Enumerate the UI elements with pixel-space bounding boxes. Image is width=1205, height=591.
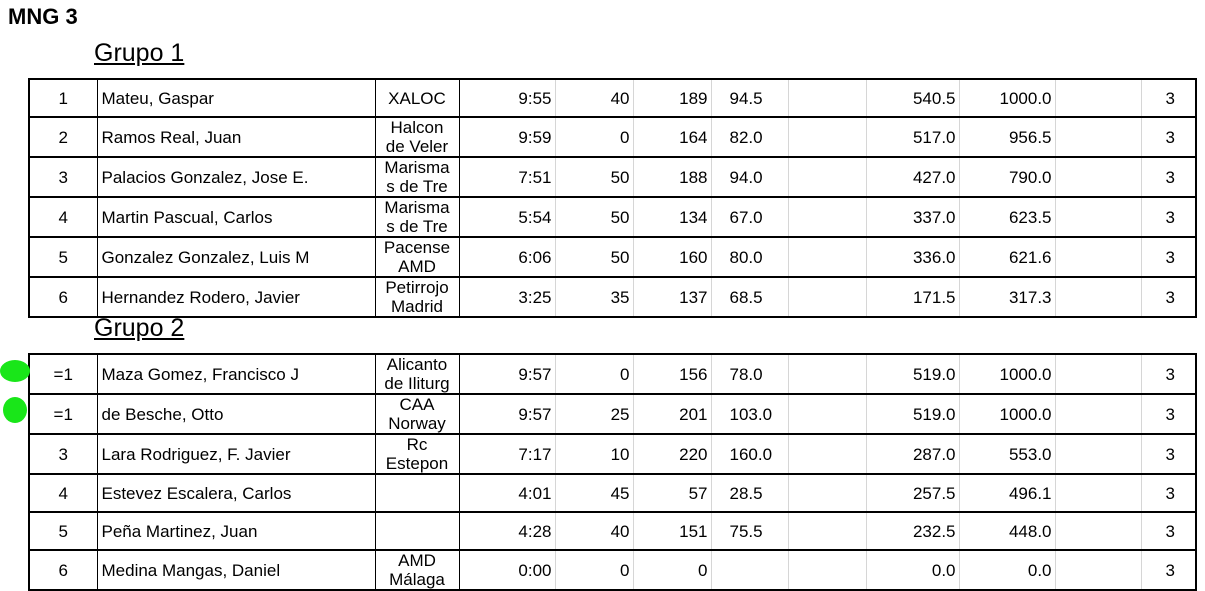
club-cell (375, 394, 459, 434)
empty-cell (788, 237, 866, 277)
total-cell: 336.0 (866, 237, 959, 277)
empty-cell (788, 354, 866, 394)
competitor-name-cell: Maza Gomez, Francisco J (97, 354, 375, 394)
time-cell: 4:28 (459, 512, 555, 550)
score-cell: 67.0 (711, 197, 788, 237)
normalized-score-cell: 0.0 (959, 550, 1055, 590)
normalized-score-cell: 553.0 (959, 434, 1055, 474)
position-cell: 1 (29, 79, 97, 117)
time-cell: 9:57 (459, 394, 555, 434)
rounds-cell: 3 (1165, 207, 1175, 227)
score-cell: 50 (555, 237, 633, 277)
normalized-score-cell: 623.5 (959, 197, 1055, 237)
empty-cell (788, 512, 866, 550)
group-1-title: Grupo 1 (94, 39, 185, 67)
time-cell: 6:06 (459, 237, 555, 277)
club-cell (375, 550, 459, 590)
score-cell: 134 (633, 197, 711, 237)
normalized-score-cell: 1000.0 (959, 79, 1055, 117)
empty-cell (788, 434, 866, 474)
total-cell: 519.0 (866, 394, 959, 434)
club-name-line: Norway (388, 414, 446, 433)
table-row (29, 79, 1196, 117)
club-name-line: Pacense (383, 238, 451, 257)
score-cell: 156 (633, 354, 711, 394)
time-cell: 0:00 (459, 550, 555, 590)
table-row (29, 237, 1196, 277)
score-cell: 57 (633, 474, 711, 512)
empty-cell (788, 117, 866, 157)
club-cell (375, 117, 459, 157)
normalized-score-cell: 317.3 (959, 277, 1055, 317)
normalized-score-cell: 956.5 (959, 117, 1055, 157)
club-name-line: de Iliturg (384, 374, 450, 393)
club-cell (375, 197, 459, 237)
total-cell: 519.0 (866, 354, 959, 394)
empty-cell (1055, 79, 1141, 117)
competitor-name-cell: Peña Martinez, Juan (97, 512, 375, 550)
club-cell (375, 79, 459, 117)
position-cell: =1 (29, 394, 97, 434)
position-cell: 3 (29, 434, 97, 474)
score-cell: 25 (555, 394, 633, 434)
rounds-cell: 3 (1165, 287, 1175, 307)
club-cell (375, 354, 459, 394)
normalized-score-cell: 1000.0 (959, 354, 1055, 394)
club-name-line: AMD (398, 551, 436, 570)
competitor-name-cell: Medina Mangas, Daniel (97, 550, 375, 590)
score-cell: 45 (555, 474, 633, 512)
green-highlight-marker (3, 397, 27, 423)
total-cell: 540.5 (866, 79, 959, 117)
time-cell: 7:51 (459, 157, 555, 197)
normalized-score-cell: 1000.0 (959, 394, 1055, 434)
score-cell: 201 (633, 394, 711, 434)
empty-cell (1055, 394, 1141, 434)
time-cell: 9:55 (459, 79, 555, 117)
total-cell: 287.0 (866, 434, 959, 474)
club-cell (375, 237, 459, 277)
club-name-line: Petirrojo (385, 278, 449, 297)
score-cell: 160.0 (711, 434, 788, 474)
club-cell (375, 474, 459, 512)
empty-cell (1055, 474, 1141, 512)
group-2-results-table (28, 353, 1197, 591)
green-highlight-marker (0, 360, 30, 382)
club-cell (375, 434, 459, 474)
table-row (29, 157, 1196, 197)
total-cell: 171.5 (866, 277, 959, 317)
club-name-line: de Veler (385, 137, 449, 156)
empty-cell (1055, 354, 1141, 394)
competitor-name-cell: Ramos Real, Juan (97, 117, 375, 157)
table-row (29, 354, 1196, 394)
normalized-score-cell: 448.0 (959, 512, 1055, 550)
position-cell: 2 (29, 117, 97, 157)
competitor-name-cell: Martin Pascual, Carlos (97, 197, 375, 237)
score-cell: 103.0 (711, 394, 788, 434)
rounds-cell: 3 (1165, 560, 1175, 580)
total-cell: 232.5 (866, 512, 959, 550)
position-cell: 3 (29, 157, 97, 197)
normalized-score-cell: 621.6 (959, 237, 1055, 277)
empty-cell (788, 157, 866, 197)
empty-cell (1055, 434, 1141, 474)
rounds-cell: 3 (1165, 364, 1175, 384)
score-cell: 0 (555, 354, 633, 394)
score-cell: 35 (555, 277, 633, 317)
empty-cell (1055, 512, 1141, 550)
empty-cell (1055, 237, 1141, 277)
time-cell: 3:25 (459, 277, 555, 317)
club-cell (375, 157, 459, 197)
competitor-name-cell: Lara Rodriguez, F. Javier (97, 434, 375, 474)
rounds-cell: 3 (1165, 444, 1175, 464)
club-name-line: Alicanto (386, 355, 448, 374)
total-cell: 257.5 (866, 474, 959, 512)
table-row (29, 197, 1196, 237)
empty-cell (788, 550, 866, 590)
competitor-name-cell: Palacios Gonzalez, Jose E. (97, 157, 375, 197)
score-cell: 75.5 (711, 512, 788, 550)
rounds-cell: 3 (1165, 167, 1175, 187)
score-cell: 151 (633, 512, 711, 550)
total-cell: 0.0 (866, 550, 959, 590)
total-cell: 427.0 (866, 157, 959, 197)
club-name-line: s de Tre (386, 217, 448, 236)
total-cell: 337.0 (866, 197, 959, 237)
normalized-score-cell: 790.0 (959, 157, 1055, 197)
empty-cell (788, 394, 866, 434)
table-row (29, 550, 1196, 590)
score-cell: 137 (633, 277, 711, 317)
position-cell: 6 (29, 277, 97, 317)
position-cell: 6 (29, 550, 97, 590)
club-name-line: CAA (399, 395, 435, 414)
time-cell: 5:54 (459, 197, 555, 237)
total-cell: 517.0 (866, 117, 959, 157)
time-cell: 9:59 (459, 117, 555, 157)
empty-cell (1055, 550, 1141, 590)
position-cell: 4 (29, 197, 97, 237)
score-cell: 28.5 (711, 474, 788, 512)
rounds-cell: 3 (1165, 127, 1175, 147)
position-cell: 5 (29, 512, 97, 550)
rounds-cell: 3 (1165, 88, 1175, 108)
score-cell: 94.5 (711, 79, 788, 117)
competitor-name-cell: de Besche, Otto (97, 394, 375, 434)
group-1-results-table (28, 78, 1197, 318)
club-name-line: Málaga (389, 570, 445, 589)
competitor-name-cell: Mateu, Gaspar (97, 79, 375, 117)
position-cell: =1 (29, 354, 97, 394)
table-row (29, 277, 1196, 317)
club-name-line: Halcon (390, 118, 444, 137)
position-cell: 5 (29, 237, 97, 277)
score-cell (711, 550, 788, 590)
competitor-name-cell: Hernandez Rodero, Javier (97, 277, 375, 317)
empty-cell (1055, 277, 1141, 317)
score-cell: 80.0 (711, 237, 788, 277)
rounds-cell: 3 (1165, 404, 1175, 424)
score-cell: 50 (555, 157, 633, 197)
club-name-line: Madrid (391, 297, 443, 316)
club-name-line: XALOC (388, 88, 446, 108)
empty-cell (1055, 157, 1141, 197)
empty-cell (1055, 197, 1141, 237)
score-cell: 164 (633, 117, 711, 157)
group-2-title: Grupo 2 (94, 314, 185, 342)
rounds-cell: 3 (1165, 521, 1175, 541)
club-name-line: AMD (398, 257, 436, 276)
score-cell: 82.0 (711, 117, 788, 157)
score-cell: 160 (633, 237, 711, 277)
score-cell: 188 (633, 157, 711, 197)
table-row (29, 512, 1196, 550)
rounds-cell: 3 (1165, 247, 1175, 267)
score-cell: 10 (555, 434, 633, 474)
position-cell: 4 (29, 474, 97, 512)
score-cell: 0 (633, 550, 711, 590)
score-cell: 94.0 (711, 157, 788, 197)
club-cell (375, 277, 459, 317)
club-name-line: Estepon (385, 454, 449, 473)
empty-cell (788, 474, 866, 512)
score-cell: 40 (555, 512, 633, 550)
empty-cell (788, 277, 866, 317)
normalized-score-cell: 496.1 (959, 474, 1055, 512)
table-row (29, 117, 1196, 157)
time-cell: 4:01 (459, 474, 555, 512)
score-cell: 220 (633, 434, 711, 474)
score-cell: 50 (555, 197, 633, 237)
score-cell: 189 (633, 79, 711, 117)
score-cell: 68.5 (711, 277, 788, 317)
club-name-line: Marisma (384, 198, 450, 217)
empty-cell (1055, 117, 1141, 157)
club-name-line: s de Tre (386, 177, 448, 196)
empty-cell (788, 79, 866, 117)
competitor-name-cell: Gonzalez Gonzalez, Luis M (97, 237, 375, 277)
empty-cell (788, 197, 866, 237)
table-row (29, 434, 1196, 474)
time-cell: 9:57 (459, 354, 555, 394)
club-name-line: Marisma (384, 158, 450, 177)
table-row (29, 394, 1196, 434)
competitor-name-cell: Estevez Escalera, Carlos (97, 474, 375, 512)
table-row (29, 474, 1196, 512)
time-cell: 7:17 (459, 434, 555, 474)
score-cell: 0 (555, 550, 633, 590)
score-cell: 0 (555, 117, 633, 157)
club-cell (375, 512, 459, 550)
rounds-cell: 3 (1165, 483, 1175, 503)
club-name-line: Rc (406, 435, 428, 454)
score-cell: 78.0 (711, 354, 788, 394)
page-title: MNG 3 (8, 4, 78, 29)
score-cell: 40 (555, 79, 633, 117)
